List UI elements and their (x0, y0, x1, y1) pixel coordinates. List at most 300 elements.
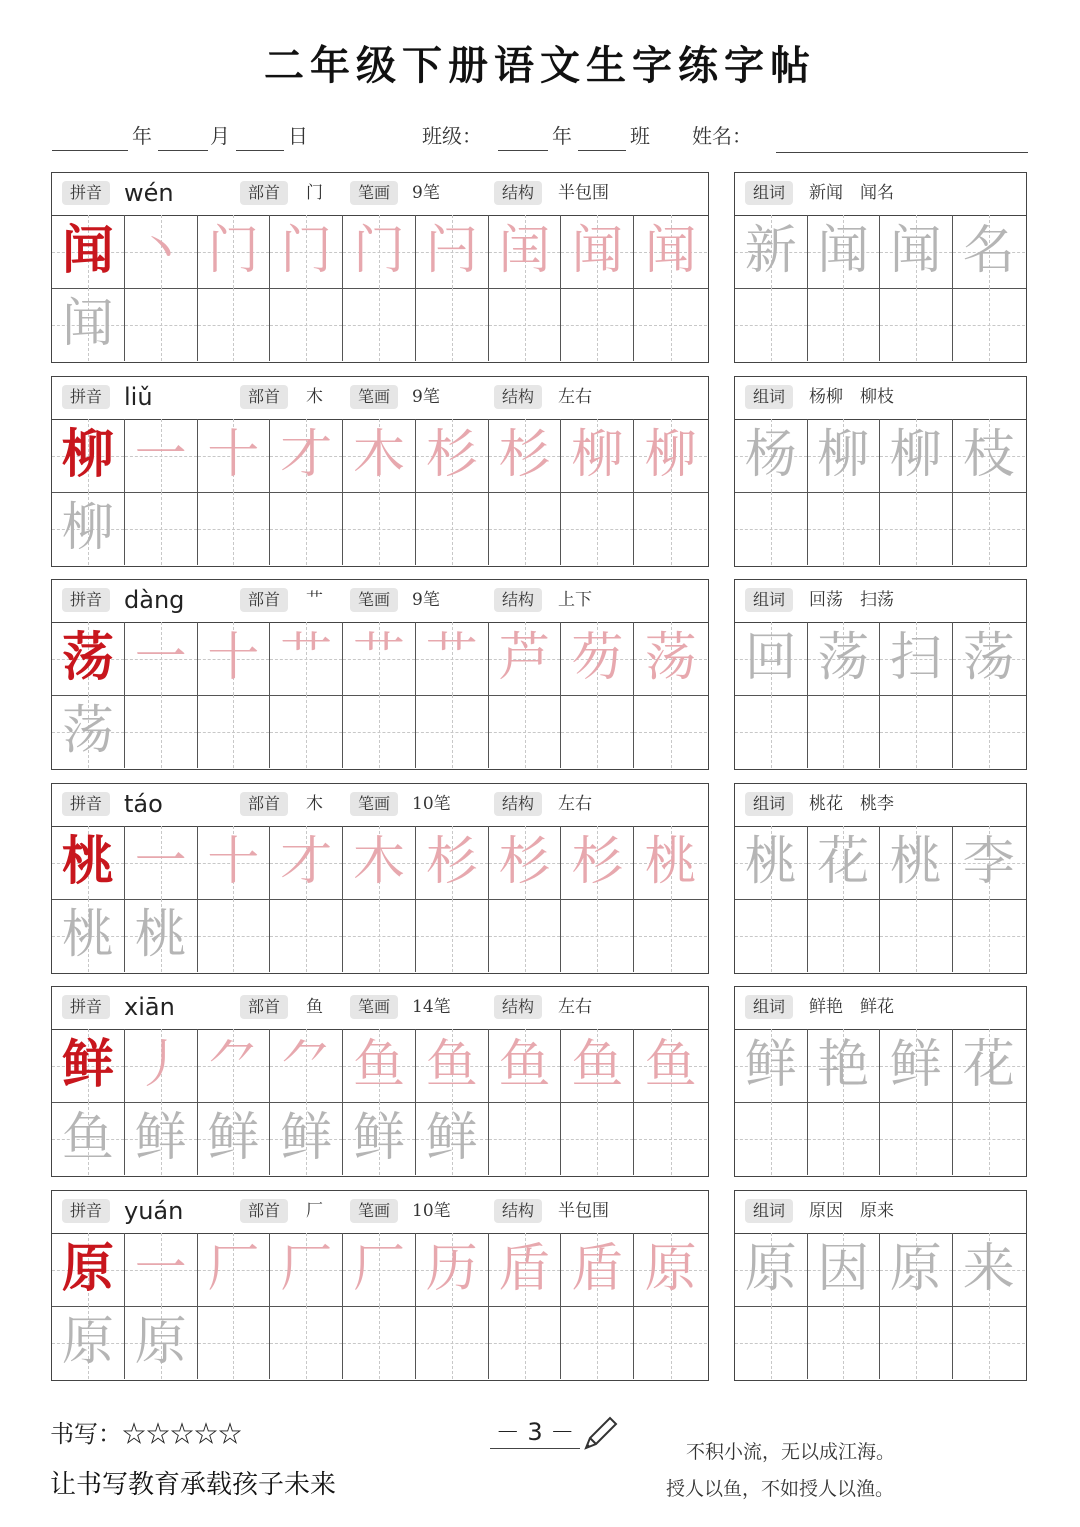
grid-cell[interactable] (52, 1029, 125, 1102)
grid-cell[interactable] (489, 215, 562, 288)
grid-cell[interactable] (270, 622, 343, 695)
practice-char: 一 (134, 832, 187, 892)
grid-cell[interactable] (125, 1233, 198, 1306)
practice-char: 柳 (889, 425, 942, 485)
grid-cell[interactable] (125, 419, 198, 492)
grid-cell[interactable] (808, 695, 881, 768)
grid-cell[interactable] (880, 1102, 953, 1175)
grid-cell[interactable] (125, 215, 198, 288)
grid-cell[interactable] (880, 215, 953, 288)
grid-cell[interactable] (880, 1029, 953, 1102)
grid-cell[interactable] (198, 1233, 271, 1306)
practice-char: 丶 (134, 221, 187, 281)
practice-char: 艹 (280, 628, 333, 688)
grid-guide-vertical (597, 1306, 598, 1379)
grid-cell[interactable] (198, 1029, 271, 1102)
grid-cell[interactable] (735, 695, 808, 768)
words-label: 组词 (745, 995, 793, 1019)
practice-char: 鱼 (644, 1035, 697, 1095)
char-panel (51, 986, 709, 1177)
grid-cell[interactable] (634, 492, 707, 565)
practice-char: 桃 (644, 832, 697, 892)
grid-cell[interactable] (561, 1102, 634, 1175)
grid-guide-vertical (597, 288, 598, 361)
practice-char: 鲜 (280, 1108, 333, 1168)
grid-cell[interactable] (489, 288, 562, 361)
grid-cell[interactable] (735, 1233, 808, 1306)
char-panel (51, 1190, 709, 1381)
practice-char: 原 (644, 1239, 697, 1299)
grid-guide-vertical (771, 492, 772, 565)
grid-cell[interactable] (953, 1233, 1026, 1306)
grid-guide-vertical (597, 899, 598, 972)
structure-value: 上下 (558, 590, 592, 610)
grid-guide-vertical (233, 899, 234, 972)
grid-cell[interactable] (880, 492, 953, 565)
grid-cell[interactable] (125, 622, 198, 695)
grid-cell[interactable] (735, 899, 808, 972)
strokes-label: 笔画 (350, 181, 398, 205)
grid-cell[interactable] (808, 1233, 881, 1306)
grid-cell[interactable] (808, 826, 881, 899)
grid-guide-vertical (989, 288, 990, 361)
grid-cell[interactable] (634, 622, 707, 695)
pinyin-label: 拼音 (62, 1199, 110, 1223)
grid-cell[interactable] (343, 1233, 416, 1306)
radical-label: 部首 (240, 1199, 288, 1223)
structure-value: 左右 (558, 387, 592, 407)
grid-cell[interactable] (343, 1306, 416, 1379)
grid-cell[interactable] (198, 622, 271, 695)
practice-char: 杉 (425, 425, 478, 485)
grid-guide-vertical (379, 695, 380, 768)
grid-cell[interactable] (270, 1102, 343, 1175)
practice-char: 杉 (498, 832, 551, 892)
grid-cell[interactable] (125, 695, 198, 768)
grid-guide-vertical (161, 492, 162, 565)
grid-guide-vertical (597, 492, 598, 565)
grid-cell[interactable] (416, 1102, 489, 1175)
grid-cell[interactable] (198, 1306, 271, 1379)
grid-cell[interactable] (416, 1306, 489, 1379)
char-info-header (52, 987, 708, 1030)
practice-char: 鱼 (352, 1035, 405, 1095)
grid-guide-vertical (843, 1102, 844, 1175)
grid-cell[interactable] (416, 288, 489, 361)
grid-cell[interactable] (634, 1233, 707, 1306)
grid-cell[interactable] (735, 492, 808, 565)
grid-cell[interactable] (198, 215, 271, 288)
grid-cell[interactable] (52, 215, 125, 288)
grid-cell[interactable] (880, 1233, 953, 1306)
quote-line-2: 授人以鱼，不如授人以渔。 (666, 1478, 895, 1500)
grid-cell[interactable] (634, 1306, 707, 1379)
words-label: 组词 (745, 588, 793, 612)
grid-guide-vertical (306, 1306, 307, 1379)
grid-guide-vertical (771, 288, 772, 361)
grid-cell[interactable] (343, 492, 416, 565)
grid-cell[interactable] (808, 288, 881, 361)
quote-line-1: 不积小流，无以成江海。 (686, 1441, 896, 1463)
grid-cell[interactable] (416, 492, 489, 565)
grid-cell[interactable] (416, 899, 489, 972)
grid-cell[interactable] (52, 1306, 125, 1379)
slogan: 让书写教育承载孩子未来 (50, 1470, 337, 1500)
grid-guide-vertical (233, 695, 234, 768)
grid-guide-vertical (989, 695, 990, 768)
strokes-label: 笔画 (350, 588, 398, 612)
grid-guide-vertical (671, 1306, 672, 1379)
grid-cell[interactable] (489, 622, 562, 695)
grid-cell[interactable] (198, 1102, 271, 1175)
grid-cell[interactable] (125, 1306, 198, 1379)
structure-label: 结构 (494, 588, 542, 612)
practice-char: 鲜 (425, 1108, 478, 1168)
grid-cell[interactable] (270, 1233, 343, 1306)
words-header (735, 784, 1026, 827)
grid-cell[interactable] (343, 288, 416, 361)
grid-cell[interactable] (735, 419, 808, 492)
strokes-label: 笔画 (350, 385, 398, 409)
grid-cell[interactable] (808, 1029, 881, 1102)
practice-char: 艹 (425, 628, 478, 688)
practice-char: 厂 (280, 1239, 333, 1299)
grid-cell[interactable] (489, 899, 562, 972)
radical-label: 部首 (240, 792, 288, 816)
grid-cell[interactable] (343, 215, 416, 288)
grid-cell[interactable] (416, 1029, 489, 1102)
practice-char: 柳 (817, 425, 870, 485)
grid-cell[interactable] (880, 1306, 953, 1379)
grid-cell[interactable] (270, 899, 343, 972)
grid-cell[interactable] (808, 1102, 881, 1175)
practice-char: 柳 (61, 498, 114, 558)
grid-guide-vertical (306, 695, 307, 768)
grid-cell[interactable] (270, 492, 343, 565)
grid-cell[interactable] (953, 492, 1026, 565)
class-ban-underline[interactable] (578, 150, 626, 151)
strokes-label: 笔画 (350, 1199, 398, 1223)
grid-guide-vertical (525, 1102, 526, 1175)
practice-char: 才 (280, 425, 333, 485)
strokes-value: 9笔 (412, 183, 440, 203)
structure-value: 左右 (558, 794, 592, 814)
practice-char: 扫 (889, 628, 942, 688)
practice-char: 李 (962, 832, 1015, 892)
grid-cell[interactable] (561, 622, 634, 695)
grid-cell[interactable] (880, 419, 953, 492)
grid-cell[interactable] (489, 1306, 562, 1379)
grid-cell[interactable] (52, 899, 125, 972)
grid-cell[interactable] (198, 419, 271, 492)
structure-label: 结构 (494, 995, 542, 1019)
strokes-label: 笔画 (350, 792, 398, 816)
month-underline[interactable] (158, 150, 208, 151)
practice-char: 艹 (352, 628, 405, 688)
grid-cell[interactable] (52, 288, 125, 361)
practice-char: 鲜 (889, 1035, 942, 1095)
grid-cell[interactable] (634, 419, 707, 492)
grid-cell[interactable] (125, 1102, 198, 1175)
grid-cell[interactable] (343, 899, 416, 972)
grid-cell[interactable] (634, 1029, 707, 1102)
grid-cell[interactable] (198, 826, 271, 899)
strokes-value: 10笔 (412, 794, 451, 814)
grid-guide-vertical (379, 899, 380, 972)
practice-char: 来 (962, 1239, 1015, 1299)
grid-cell[interactable] (953, 826, 1026, 899)
practice-char: 荡 (644, 628, 697, 688)
strokes-value: 9笔 (412, 387, 440, 407)
words-header (735, 173, 1026, 216)
grid-cell[interactable] (634, 695, 707, 768)
grid-guide-vertical (989, 1102, 990, 1175)
practice-char: ⺈ (280, 1035, 333, 1095)
grid-cell[interactable] (125, 492, 198, 565)
grid-cell[interactable] (489, 1029, 562, 1102)
practice-char: 闻 (644, 221, 697, 281)
grid-cell[interactable] (735, 1306, 808, 1379)
practice-char: 盾 (571, 1239, 624, 1299)
grid-cell[interactable] (52, 695, 125, 768)
grid-cell[interactable] (735, 622, 808, 695)
grid-cell[interactable] (561, 1233, 634, 1306)
grid-cell[interactable] (953, 899, 1026, 972)
practice-char: 柳 (644, 425, 697, 485)
structure-label: 结构 (494, 385, 542, 409)
grid-cell[interactable] (561, 1306, 634, 1379)
char-panel (51, 376, 709, 567)
grid-cell[interactable] (953, 419, 1026, 492)
grid-cell[interactable] (808, 1306, 881, 1379)
char-info-header (52, 784, 708, 827)
structure-label: 结构 (494, 1199, 542, 1223)
grid-cell[interactable] (880, 826, 953, 899)
grid-cell[interactable] (735, 826, 808, 899)
grid-cell[interactable] (953, 1306, 1026, 1379)
words-label: 组词 (745, 792, 793, 816)
grid-cell[interactable] (52, 1233, 125, 1306)
grid-cell[interactable] (489, 826, 562, 899)
grid-cell[interactable] (489, 1102, 562, 1175)
grid-cell[interactable] (735, 1102, 808, 1175)
grid-cell[interactable] (808, 899, 881, 972)
grid-cell[interactable] (953, 1029, 1026, 1102)
year-underline[interactable] (52, 150, 128, 151)
practice-char: 鱼 (61, 1108, 114, 1168)
day-underline[interactable] (236, 150, 284, 151)
grid-cell[interactable] (561, 288, 634, 361)
grid-cell[interactable] (270, 1306, 343, 1379)
grid-cell[interactable] (489, 419, 562, 492)
radical-value: 木 (306, 794, 323, 814)
practice-char: 鱼 (425, 1035, 478, 1095)
practice-char: 柳 (61, 424, 114, 485)
pinyin-label: 拼音 (62, 181, 110, 205)
grid-cell[interactable] (52, 492, 125, 565)
grid-guide-vertical (525, 288, 526, 361)
grid-cell[interactable] (634, 826, 707, 899)
grid-cell[interactable] (953, 622, 1026, 695)
grid-guide-vertical (597, 1102, 598, 1175)
writing-rating[interactable]: 书写：☆☆☆☆☆ (50, 1420, 242, 1448)
words-header (735, 377, 1026, 420)
grid-guide-vertical (916, 899, 917, 972)
grid-cell[interactable] (880, 288, 953, 361)
grid-cell[interactable] (634, 215, 707, 288)
practice-char: 原 (889, 1239, 942, 1299)
practice-char: 桃 (61, 905, 114, 965)
grid-cell[interactable] (125, 288, 198, 361)
grid-cell[interactable] (343, 622, 416, 695)
grid-guide-vertical (671, 899, 672, 972)
radical-value: 门 (306, 183, 323, 203)
practice-char: 原 (61, 1312, 114, 1372)
grid-cell[interactable] (416, 1233, 489, 1306)
practice-char: 鱼 (498, 1035, 551, 1095)
grid-cell[interactable] (953, 1102, 1026, 1175)
grid-cell[interactable] (808, 492, 881, 565)
grid-cell[interactable] (561, 492, 634, 565)
pinyin-value: dàng (124, 586, 185, 614)
grid-cell[interactable] (735, 1029, 808, 1102)
grid-cell[interactable] (416, 695, 489, 768)
char-info-header (52, 580, 708, 623)
practice-char: 厂 (207, 1239, 260, 1299)
grid-cell[interactable] (953, 695, 1026, 768)
practice-char: 鲜 (744, 1035, 797, 1095)
grid-cell[interactable] (270, 288, 343, 361)
practice-char: 名 (962, 221, 1015, 281)
words-header (735, 1191, 1026, 1234)
grid-guide-vertical (525, 1306, 526, 1379)
grid-cell[interactable] (634, 899, 707, 972)
grid-cell[interactable] (561, 215, 634, 288)
grid-cell[interactable] (270, 1029, 343, 1102)
grid-cell[interactable] (634, 1102, 707, 1175)
grid-cell[interactable] (416, 215, 489, 288)
char-panel (51, 783, 709, 974)
words-panel (734, 172, 1027, 363)
practice-char: 鲜 (134, 1108, 187, 1168)
practice-char: 才 (280, 832, 333, 892)
words-value: 原因 原来 (809, 1201, 894, 1221)
class-year-underline[interactable] (498, 150, 548, 151)
grid-cell[interactable] (270, 215, 343, 288)
practice-char: 柳 (571, 425, 624, 485)
grid-guide-vertical (843, 695, 844, 768)
grid-cell[interactable] (198, 695, 271, 768)
words-panel (734, 579, 1027, 770)
grid-cell[interactable] (198, 288, 271, 361)
grid-cell[interactable] (489, 1233, 562, 1306)
char-panel (51, 172, 709, 363)
grid-cell[interactable] (561, 695, 634, 768)
grid-cell[interactable] (953, 288, 1026, 361)
grid-guide-vertical (671, 1102, 672, 1175)
grid-cell[interactable] (198, 899, 271, 972)
grid-cell[interactable] (52, 826, 125, 899)
grid-cell[interactable] (125, 826, 198, 899)
grid-cell[interactable] (343, 419, 416, 492)
grid-guide-vertical (671, 695, 672, 768)
grid-cell[interactable] (270, 826, 343, 899)
grid-cell[interactable] (561, 419, 634, 492)
class-year-label: 年 (552, 124, 572, 148)
grid-cell[interactable] (125, 1029, 198, 1102)
grid-cell[interactable] (125, 899, 198, 972)
words-value: 杨柳 柳枝 (809, 387, 894, 407)
practice-char: 木 (352, 832, 405, 892)
grid-cell[interactable] (735, 288, 808, 361)
grid-cell[interactable] (416, 419, 489, 492)
grid-guide-vertical (916, 288, 917, 361)
grid-guide-vertical (843, 1306, 844, 1379)
pen-icon (580, 1412, 622, 1454)
grid-cell[interactable] (953, 215, 1026, 288)
grid-guide-vertical (452, 1306, 453, 1379)
grid-cell[interactable] (808, 215, 881, 288)
pinyin-value: táo (124, 790, 163, 818)
grid-cell[interactable] (270, 419, 343, 492)
month-label: 月 (210, 124, 230, 148)
grid-cell[interactable] (343, 1102, 416, 1175)
grid-cell[interactable] (343, 695, 416, 768)
radical-label: 部首 (240, 385, 288, 409)
grid-cell[interactable] (52, 419, 125, 492)
char-info-header (52, 173, 708, 216)
grid-cell[interactable] (880, 695, 953, 768)
grid-cell[interactable] (808, 419, 881, 492)
practice-char: 鱼 (571, 1035, 624, 1095)
grid-guide-vertical (989, 1306, 990, 1379)
grid-cell[interactable] (198, 492, 271, 565)
grid-cell[interactable] (561, 1029, 634, 1102)
grid-cell[interactable] (489, 695, 562, 768)
grid-cell[interactable] (343, 826, 416, 899)
grid-cell[interactable] (880, 622, 953, 695)
grid-cell[interactable] (52, 622, 125, 695)
grid-cell[interactable] (808, 622, 881, 695)
grid-cell[interactable] (561, 899, 634, 972)
grid-cell[interactable] (634, 288, 707, 361)
char-info-header (52, 1191, 708, 1234)
page-number-underline (490, 1448, 580, 1449)
grid-guide-vertical (989, 899, 990, 972)
pinyin-label: 拼音 (62, 385, 110, 409)
grid-cell[interactable] (416, 826, 489, 899)
practice-char: 闻 (61, 294, 114, 354)
grid-cell[interactable] (343, 1029, 416, 1102)
practice-char: 历 (425, 1239, 478, 1299)
pinyin-label: 拼音 (62, 588, 110, 612)
grid-cell[interactable] (880, 899, 953, 972)
grid-cell[interactable] (270, 695, 343, 768)
pinyin-label: 拼音 (62, 792, 110, 816)
grid-guide-vertical (525, 695, 526, 768)
grid-cell[interactable] (489, 492, 562, 565)
grid-cell[interactable] (735, 215, 808, 288)
grid-cell[interactable] (52, 1102, 125, 1175)
year-label: 年 (132, 124, 152, 148)
grid-cell[interactable] (416, 622, 489, 695)
practice-char: 闩 (425, 221, 478, 281)
pinyin-value: yuán (124, 1197, 184, 1225)
practice-char: 门 (207, 221, 260, 281)
grid-guide-vertical (525, 899, 526, 972)
grid-cell[interactable] (561, 826, 634, 899)
name-underline[interactable] (776, 152, 1028, 153)
